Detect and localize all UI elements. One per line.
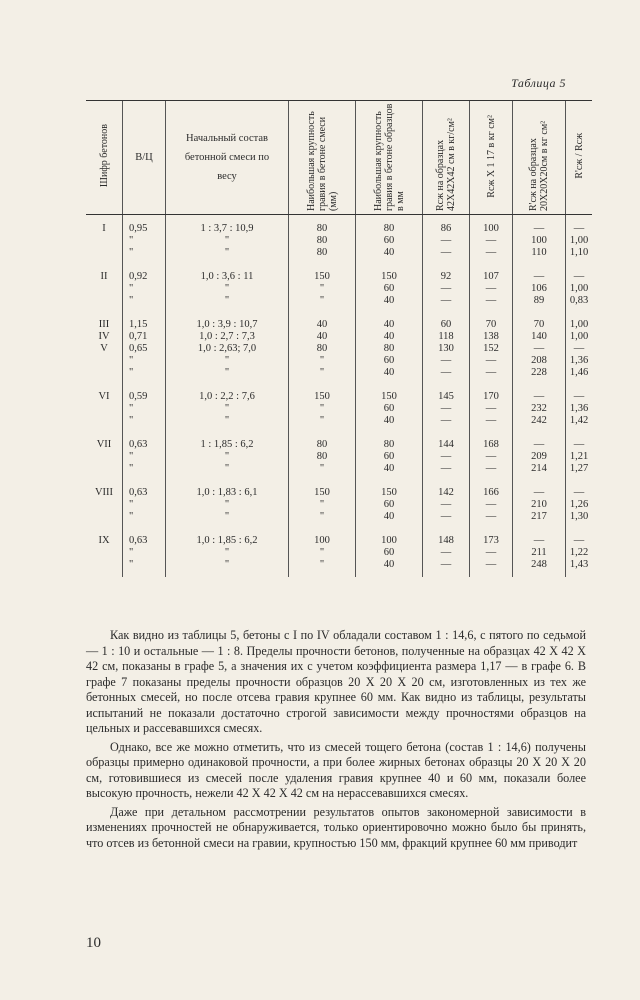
cell-line: " [319,403,325,414]
cell-line: 150 [381,271,397,282]
table-cell [566,391,593,439]
cell-line: 60 [383,403,395,414]
cell-line: 60 [440,319,452,330]
cell-line [86,367,122,379]
table-cell [289,319,356,391]
cell-line: — [573,487,585,498]
cell-line: " [224,499,230,510]
table-cell [86,487,123,535]
cell-line [86,559,122,571]
paragraph-1: Как видно из таблицы 5, бетоны с I по IV обладали составом 1 : 14,6, с пятого по седьмой — 1 : 10 и остальные — 1 : 8. Пределы прочности бетонов, полученные на образцах 42 X 42 X 42 см, показаны в графе 5, а значения их с учетом коэффициента размера 1,17 — в графе 6. В графе 7 показаны пределы прочности образцов 20 X 20 X 20 см, изготовленных из тех же бетонных смесей, но после отсева гравия крупнее 60 мм. Как видно из таблицы, результаты испытаний не показали достаточно строгой зависимости между прочностями образцов на цельных и рассевавшихся смесях. [86,628,586,735]
cell-line: 60 [383,499,395,510]
page-number: 10 [86,935,101,951]
cell-line: " [224,415,230,426]
cell-line: " [224,403,230,414]
cell-line [86,247,122,259]
cell-line: 40 [383,331,395,342]
table-cell [356,439,423,487]
cell-line: — [485,403,497,414]
table-row [86,319,592,391]
cell-line: 232 [531,403,547,414]
cell-line: 118 [438,331,454,342]
cell-line: — [440,295,452,306]
cell-line: — [440,547,452,558]
cell-line: VIII [94,487,114,498]
cell-line: — [485,499,497,510]
table-cell [513,271,566,319]
cell-line: 144 [438,439,454,450]
cell-line [86,415,122,427]
table-cell [166,271,289,319]
table-cell [289,391,356,439]
table-row [86,271,592,319]
paragraph-2: Однако, все же можно отметить, что из смесей тощего бетона (состав 1 : 14,6) получены образцы примерно одинаковой прочности, а при более жирных бетонах образцы 20 X 20 X 20 см, готовившиеся из смесей после удаления гравия крупнее 40 и 60 мм, показали более высокую прочность, нежели 42 X 42 X 42 см на нерассевавшихся смесях. [86,739,586,800]
table-cell [470,439,513,487]
table-cell [289,439,356,487]
table-cell [566,319,593,391]
cell-line: — [440,283,452,294]
cell-line: 148 [438,535,454,546]
cell-line: 60 [383,451,395,462]
cell-line: 1,36 [569,403,589,414]
table-cell [289,215,356,272]
cell-line: 80 [316,247,328,258]
cell-line: 209 [531,451,547,462]
table-row [86,215,592,272]
cell-line: — [485,511,497,522]
cell-line: 0,59 [129,391,148,402]
cell-line: 60 [383,235,395,246]
table-cell [356,271,423,319]
cell-line: — [573,439,585,450]
cell-line: 60 [383,283,395,294]
table-cell [423,487,470,535]
cell-line: 1,0 : 2,2 : 7,6 [199,391,255,402]
table-cell [123,271,166,319]
cell-line: VI [98,391,110,402]
cell-line: " [319,367,325,378]
table-cell [566,215,593,272]
table-row [86,391,592,439]
cell-line: 208 [531,355,547,366]
cell-line: 1,0 : 3,6 : 11 [200,271,254,282]
table-cell [470,391,513,439]
cell-line: — [533,343,545,354]
cell-line: 100 [381,535,397,546]
cell-line: " [319,295,325,306]
table-cell [566,535,593,577]
table-cell [123,319,166,391]
table-cell [86,215,123,272]
cell-line: 0,63 [129,439,148,450]
cell-line: 40 [316,331,328,342]
table-cell [470,487,513,535]
cell-line: 140 [531,331,547,342]
cell-line: 1,36 [569,355,589,366]
cell-line: " [129,559,134,570]
table-cell [566,271,593,319]
cell-line: 214 [531,463,547,474]
cell-line: IX [98,535,110,546]
cell-line: 150 [381,391,397,402]
cell-line: " [129,367,134,378]
cell-line: " [224,355,230,366]
table-cell [566,439,593,487]
cell-line: 80 [316,439,328,450]
cell-line: 166 [483,487,499,498]
cell-line: 40 [383,247,395,258]
cell-line: " [129,451,134,462]
cell-line: " [319,547,325,558]
cell-line: 40 [383,295,395,306]
header-ratio: R'сж / Rсж [566,101,593,215]
cell-line: " [224,559,230,570]
cell-line: 40 [316,319,328,330]
table-cell [86,319,123,391]
cell-line: 1,21 [569,451,589,462]
cell-line: — [440,355,452,366]
cell-line: 80 [316,235,328,246]
cell-line: 152 [483,343,499,354]
table-cell [356,215,423,272]
cell-line: 40 [383,415,395,426]
cell-line: 70 [533,319,545,330]
cell-line: " [224,247,230,258]
table-cell [166,439,289,487]
header-wc: В/Ц [123,101,166,215]
cell-line: 150 [314,271,330,282]
table-cell [513,391,566,439]
cell-line: — [485,367,497,378]
cell-line: 1,00 [569,235,589,246]
cell-line: 80 [383,343,395,354]
cell-line: 0,83 [569,295,589,306]
cell-line: " [224,235,230,246]
table-cell [86,271,123,319]
cell-line: " [319,355,325,366]
cell-line: 1,0 : 2,7 : 7,3 [199,331,255,342]
table-cell [166,215,289,272]
cell-line: — [440,403,452,414]
table-cell [356,391,423,439]
cell-line: — [533,271,545,282]
table-cell [423,271,470,319]
header-r-117: Rсж X 1 17 в кг см² [470,101,513,215]
cell-line: " [129,403,134,414]
cell-line: 40 [383,511,395,522]
cell-line: 1 : 3,7 : 10,9 [200,223,254,234]
table-cell [86,391,123,439]
cell-line: " [129,463,134,474]
cell-line: — [485,355,497,366]
cell-line [86,451,122,463]
cell-line: 242 [531,415,547,426]
cell-line: — [440,235,452,246]
cell-line: 1,26 [569,499,589,510]
cell-line: 0,63 [129,487,148,498]
cell-line: — [485,283,497,294]
cell-line: 86 [440,223,452,234]
table-row [86,535,592,577]
cell-line: 60 [383,547,395,558]
cell-line: 40 [383,367,395,378]
cell-line: — [573,223,585,234]
cell-line: IV [98,331,110,342]
cell-line: — [573,271,585,282]
cell-line: 107 [483,271,499,282]
cell-line: " [129,283,134,294]
cell-line: 168 [483,439,499,450]
cell-line [86,235,122,247]
cell-line: 80 [316,343,328,354]
cell-line: " [224,463,230,474]
cell-line: " [129,547,134,558]
cell-line: 150 [381,487,397,498]
cell-line: — [440,415,452,426]
table-cell [123,215,166,272]
cell-line: 80 [383,439,395,450]
cell-line: 110 [531,247,547,258]
cell-line: — [573,535,585,546]
table-cell [86,439,123,487]
cell-line: 1,0 : 3,9 : 10,7 [196,319,258,330]
cell-line: — [533,535,545,546]
cell-line [86,295,122,307]
table-cell [423,535,470,577]
cell-line: — [533,439,545,450]
header-composition: Начальный состав бетонной смеси по весу [166,101,289,215]
cell-line [86,499,122,511]
table-cell [166,487,289,535]
cell-line: I [102,223,106,234]
cell-line: 100 [314,535,330,546]
cell-line: 1 : 1,85 : 6,2 [200,439,254,450]
table-cell [289,271,356,319]
cell-line: — [440,247,452,258]
cell-line: 145 [438,391,454,402]
cell-line: 1,30 [569,511,589,522]
cell-line: " [319,415,325,426]
cell-line: 1,00 [569,319,589,330]
cell-line: — [533,391,545,402]
cell-line: " [224,367,230,378]
cell-line: — [440,559,452,570]
cell-line: 173 [483,535,499,546]
cell-line: V [100,343,108,354]
cell-line: — [440,451,452,462]
cell-line: 170 [483,391,499,402]
cell-line: VII [96,439,112,450]
table-cell [423,319,470,391]
cell-line: 0,95 [129,223,148,234]
table-cell [423,215,470,272]
cell-line: 1,10 [569,247,589,258]
cell-line: 70 [485,319,497,330]
table-cell [123,487,166,535]
table-cell [123,391,166,439]
table-cell [356,319,423,391]
cell-line: " [224,511,230,522]
cell-line: 211 [531,547,547,558]
cell-line: 150 [314,391,330,402]
cell-line: " [224,547,230,558]
cell-line [86,355,122,367]
cell-line: 1,0 : 1,85 : 6,2 [196,535,258,546]
table-row [86,439,592,487]
header-max-gravel-samples: Наибольшая крупность гравия в бетоне образцов в мм [356,101,423,215]
cell-line: 1,46 [569,367,589,378]
cell-line: — [485,415,497,426]
table-cell [513,319,566,391]
table-caption: Таблица 5 [511,76,566,90]
cell-line: " [224,295,230,306]
body-text [86,628,586,854]
cell-line: 100 [531,235,547,246]
cell-line [86,403,122,415]
cell-line: — [485,547,497,558]
cell-line: — [485,463,497,474]
cell-line: — [573,343,585,354]
table-cell [86,535,123,577]
cell-line: 138 [483,331,499,342]
cell-line: 80 [316,223,328,234]
cell-line: 217 [531,511,547,522]
table-cell [166,319,289,391]
cell-line: 1,00 [569,331,589,342]
cell-line: — [485,559,497,570]
cell-line: 0,71 [129,331,148,342]
cell-line: 40 [383,463,395,474]
table-cell [513,487,566,535]
header-code: Шифр бетонов [86,101,123,215]
cell-line: " [129,295,134,306]
cell-line [86,463,122,475]
cell-line: " [319,559,325,570]
cell-line: " [129,415,134,426]
cell-line: " [129,247,134,258]
cell-line: 130 [438,343,454,354]
table-cell [566,487,593,535]
data-table [86,100,592,577]
cell-line: " [319,283,325,294]
cell-line: " [319,499,325,510]
cell-line: 142 [438,487,454,498]
cell-line: " [129,511,134,522]
cell-line: — [440,511,452,522]
header-max-gravel-mix: Наибольшая крупность гравия в бетоне смеси (мм) [289,101,356,215]
cell-line: — [485,247,497,258]
cell-line: " [129,499,134,510]
table-row [86,487,592,535]
table-cell [289,487,356,535]
table-cell [289,535,356,577]
cell-line: 210 [531,499,547,510]
cell-line: 106 [531,283,547,294]
cell-line: 1,27 [569,463,589,474]
cell-line: — [440,499,452,510]
cell-line: 40 [383,559,395,570]
cell-line: 92 [440,271,452,282]
cell-line [86,547,122,559]
cell-line: 228 [531,367,547,378]
cell-line: " [224,451,230,462]
table-cell [423,439,470,487]
table-cell [513,535,566,577]
cell-line: " [224,283,230,294]
table-cell [123,535,166,577]
cell-line: — [485,295,497,306]
table-cell [513,439,566,487]
cell-line: 80 [316,451,328,462]
table-cell [166,535,289,577]
header-r-42: Rсж на образцах 42X42X42 см в кг/см² [423,101,470,215]
cell-line: 1,0 : 1,83 : 6,1 [196,487,258,498]
cell-line: 60 [383,355,395,366]
cell-line: 1,42 [569,415,589,426]
cell-line: II [100,271,108,282]
cell-line: — [533,223,545,234]
table-cell [356,487,423,535]
table-cell [423,391,470,439]
cell-line: " [319,463,325,474]
cell-line: — [573,391,585,402]
cell-line: 1,0 : 2,63; 7,0 [197,343,257,354]
cell-line: 0,92 [129,271,148,282]
cell-line: " [129,235,134,246]
cell-line [86,283,122,295]
table-cell [470,319,513,391]
table-cell [470,535,513,577]
cell-line: — [533,487,545,498]
cell-line: — [440,463,452,474]
cell-line: 1,43 [569,559,589,570]
table-cell [123,439,166,487]
cell-line: 0,63 [129,535,148,546]
cell-line: — [440,367,452,378]
cell-line: 89 [533,295,545,306]
cell-line: 80 [383,223,395,234]
cell-line: 150 [314,487,330,498]
table-cell [513,215,566,272]
cell-line: 1,00 [569,283,589,294]
cell-line: 248 [531,559,547,570]
cell-line: " [319,511,325,522]
paragraph-3: Даже при детальном рассмотрении результатов опытов закономерной зависимости в изменениях прочностей не обнаруживается, только ориентировочно можно было бы принять, что отсев из бетонной смеси на гравии, крупностью 150 мм, фракций крупнее 60 мм приводит [86,804,586,850]
cell-line: — [485,451,497,462]
table-cell [470,271,513,319]
cell-line: — [485,235,497,246]
cell-line [86,511,122,523]
table-cell [470,215,513,272]
cell-line: 40 [383,319,395,330]
cell-line: 0,65 [129,343,148,354]
table-cell [356,535,423,577]
table-cell [166,391,289,439]
cell-line: 1,22 [569,547,589,558]
cell-line: " [129,355,134,366]
cell-line: III [98,319,110,330]
header-r-20: R'сж на образцах 20X20X20см в кг см² [513,101,566,215]
cell-line: 100 [483,223,499,234]
cell-line: 1,15 [129,319,148,330]
